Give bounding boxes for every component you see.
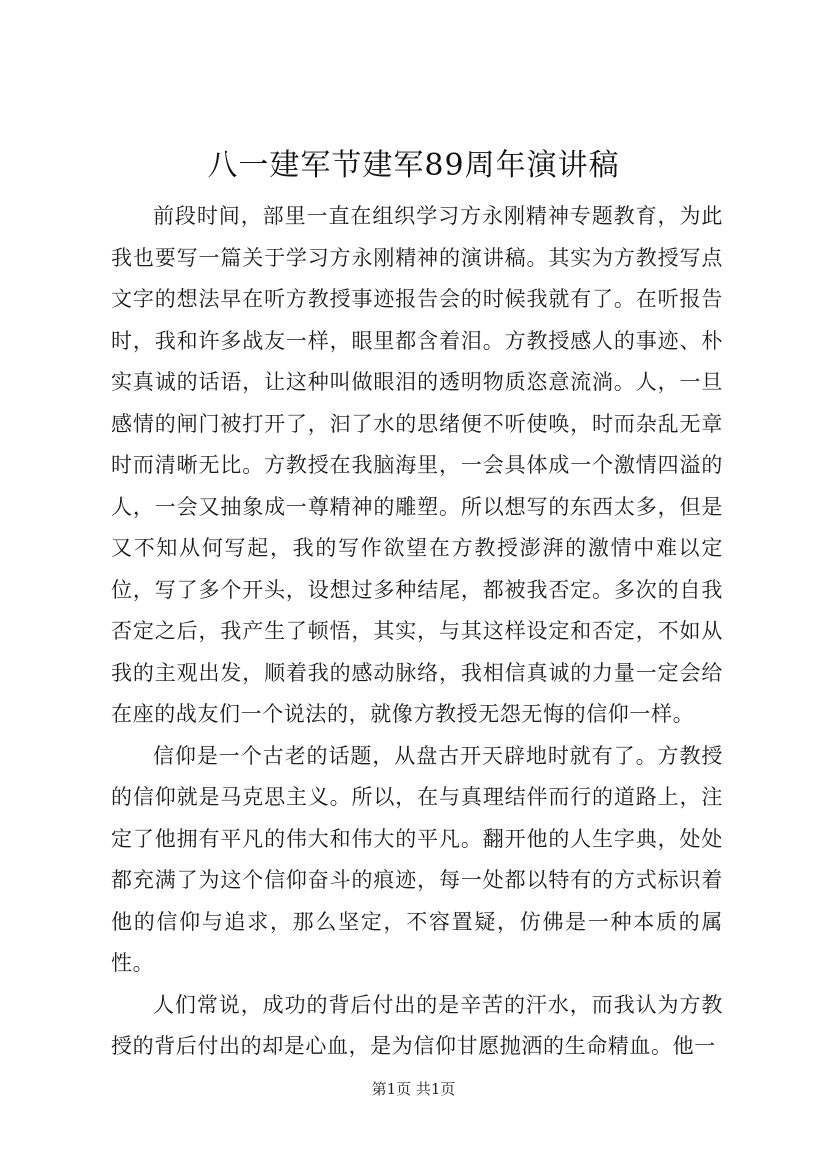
paragraph-1: 前段时间，部里一直在组织学习方永刚精神专题教育，为此我也要写一篇关于学习方永刚精神的演讲稿。其实为方教授写点文字的想法早在听方教授事迹报告会的时候我就有了。在听报告时，我和许多战友一样，眼里都含着泪。方教授感人的事迹、朴实真诚的话语，让这种叫做眼泪的透明物质恣意流淌。人，一旦感情的闸门被打开了，汩了水的思绪便不听使唤，时而杂乱无章时而清晰无比。方教授在我脑海里，一会具体成一个激情四溢的人，一会又抽象成一尊精神的雕塑。所以想写的东西太多，但是又不知从何写起，我的写作欲望在方教授澎湃的激情中难以定位，写了多个开头，设想过多种结尾，都被我否定。多次的自我否定之后，我产生了顿悟，其实，与其这样设定和否定，不如从我的主观出发，顺着我的感动脉络，我相信真诚的力量一定会给在座的战友们一个说法的，就像方教授无怨无悔的信仰一样。 bbox=[111, 204, 723, 726]
paragraph-2: 信仰是一个古老的话题，从盘古开天辟地时就有了。方教授的信仰就是马克思主义。所以，在与真理结伴而行的道路上，注定了他拥有平凡的伟大和伟大的平凡。翻开他的人生字典，处处都充满了为这个信仰奋斗的痕迹，每一处都以特有的方式标识着他的信仰与追求，那么坚定，不容置疑，仿佛是一种本质的属性。 bbox=[111, 743, 723, 975]
document-title: 八一建军节建军89周年演讲稿 bbox=[207, 148, 620, 183]
page-footer: 第1页 共1页 bbox=[371, 1080, 456, 1098]
paragraph-3: 人们常说，成功的背后付出的是辛苦的汗水，而我认为方教授的背后付出的却是心血，是为信仰甘愿抛洒的生命精血。他一 bbox=[111, 992, 723, 1058]
document-body bbox=[111, 196, 723, 1068]
